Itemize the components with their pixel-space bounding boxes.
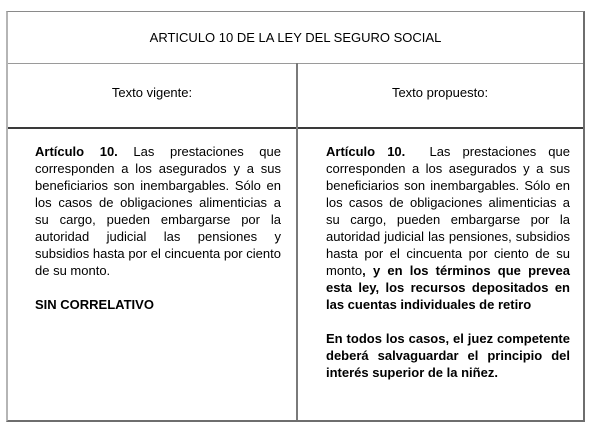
current-article-text: Las prestaciones que corresponden a los asegurados y a sus beneficiarios son inembargables. Sólo en los casos de obligaciones alimenticias a su cargo, pueden embargarse por la autoridad judicial las pensiones y subsidios hasta por el cincuenta por ciento de su monto.	[35, 144, 281, 278]
table-title: ARTICULO 10 DE LA LEY DEL SEGURO SOCIAL	[8, 12, 583, 64]
proposed-added-paragraph	[326, 330, 570, 381]
comparison-table	[6, 11, 585, 422]
proposed-article-label: Artículo 10.	[326, 144, 406, 159]
header-current-text: Texto vigente:	[111, 84, 193, 100]
current-article-paragraph	[35, 143, 281, 279]
proposed-added-paragraph-text: En todos los casos, el juez competente deberá salvaguardar el principio del interés superior de la niñez.	[326, 331, 570, 380]
proposed-article-text: Las prestaciones que corresponden a los asegurados y a sus beneficiarios son inembargables. Sólo en los casos de obligaciones alimenticias a su cargo, pueden embargarse por la autoridad judicial las pensiones, subsidios hasta por el cincuenta por ciento de su monto	[326, 144, 574, 278]
proposed-added-text: , y en los términos que prevea esta ley, los recursos depositados en las cuentas individuales de retiro	[326, 263, 570, 312]
column-divider	[296, 63, 298, 420]
current-text-cell	[35, 143, 281, 313]
current-note	[35, 296, 281, 313]
proposed-article-paragraph	[326, 143, 574, 313]
proposed-text-cell	[326, 143, 574, 381]
sin-correlativo-label: SIN CORRELATIVO	[35, 297, 154, 312]
header-proposed-text: Texto propuesto:	[391, 84, 489, 100]
current-article-label: Artículo 10.	[35, 144, 118, 159]
